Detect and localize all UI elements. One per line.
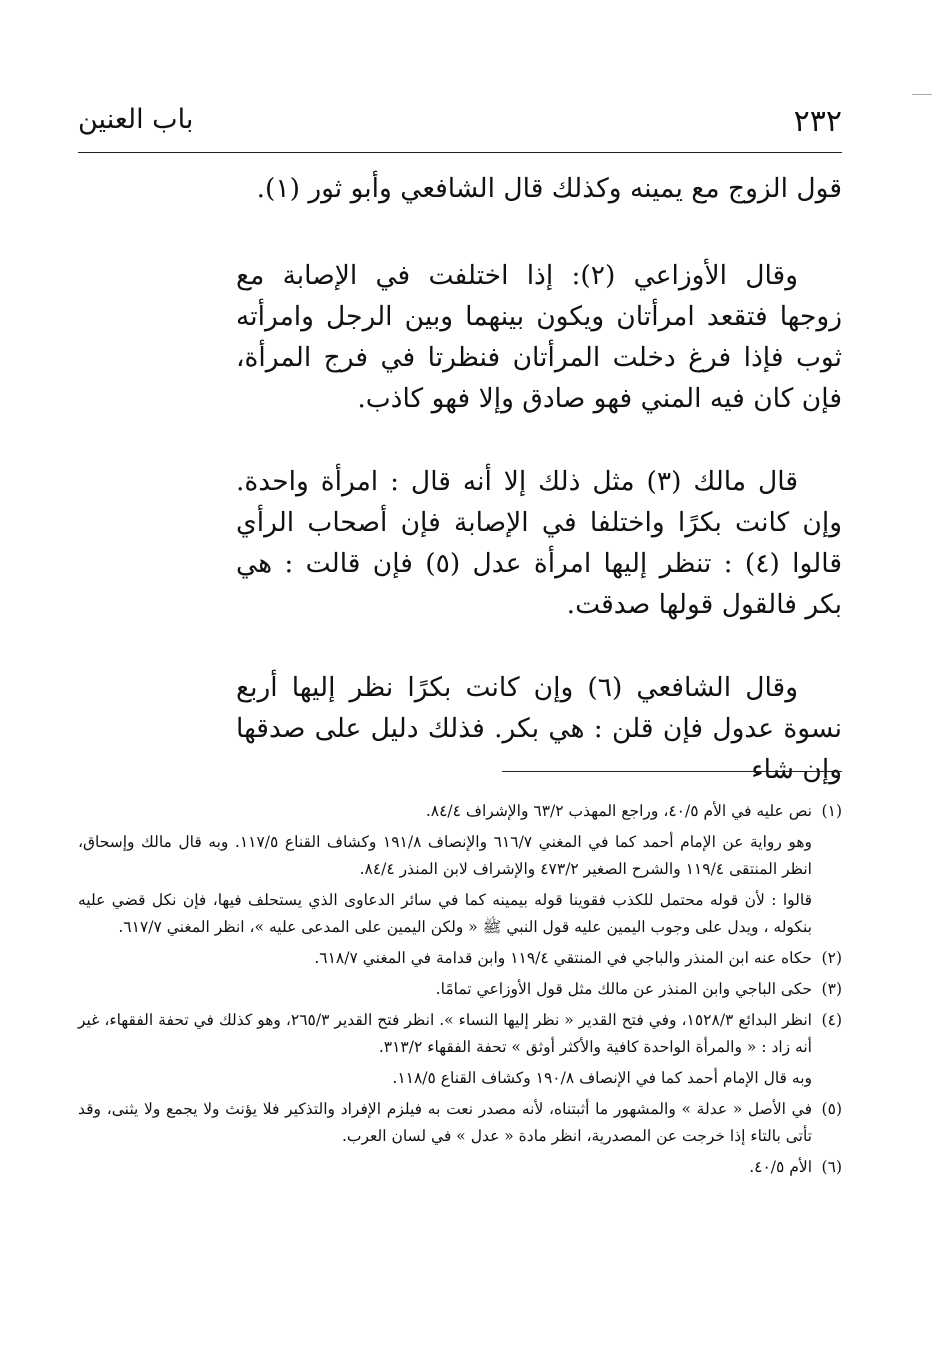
running-title: باب العنين <box>78 104 194 135</box>
footnote-continuation: قالوا : لأن قوله محتمل للكذب فقوينا قوله بيمينه كما في سائر الدعاوى الذي يستحلف فيها، فإن نكل قضي عليه بنكوله ، ويدل على وجوب اليمين عليه قول النبي ﷺ « ولكن اليمين على المدعى عليه »، انظر المغني ٦١٧/٧. <box>78 891 812 936</box>
footnote-number: (٥) <box>821 1100 842 1118</box>
footnote <box>78 1154 842 1181</box>
footnote <box>78 798 842 825</box>
page-header <box>78 96 842 142</box>
footnote-rule <box>502 771 842 772</box>
footnote-number: (٤) <box>821 1011 842 1029</box>
footnotes <box>78 798 842 1185</box>
footnote-number: (٦) <box>821 1158 842 1176</box>
footnote <box>78 1096 842 1150</box>
footnote-text: حكاه عنه ابن المنذر والباجي في المنتقي ١١٩/٤ وابن قدامة في المغني ٦١٨/٧. <box>314 949 812 967</box>
header-rule <box>78 152 842 153</box>
paragraph: قال مالك (٣) مثل ذلك إلا أنه قال : امرأة واحدة. وإن كانت بكرًا واختلفا في الإصابة فإن أصحاب الرأي قالوا (٤) : تنظر إليها امرأة عدل (٥) فإن قالت : هي بكر فالقول قولها صدقت. <box>236 466 842 620</box>
page-number: ٢٣٢ <box>793 104 842 139</box>
footnote-number: (٢) <box>821 949 842 967</box>
footnote-text: حكى الباجي وابن المنذر عن مالك مثل قول الأوزاعي تمامًا. <box>435 980 812 998</box>
footnote <box>78 945 842 972</box>
footnote-text: الأم ٤٠/٥. <box>749 1158 812 1176</box>
paragraph: وقال الشافعي (٦) وإن كانت بكرًا نظر إليها أربع نسوة عدول فإن قلن : هي بكر. فذلك دليل على صدقها وإن شاء <box>236 672 842 785</box>
main-text <box>236 168 842 790</box>
paragraph: وقال الأوزاعي (٢): إذا اختلفت في الإصابة مع زوجها فتقعد امرأتان ويكون بينهما وبين الرجل وامرأته ثوب فإذا فرغ دخلت المرأتان فنظرتا في فرج المرأة، فإن كان فيه المني فهو صادق وإلا فهو كاذب. <box>236 260 842 414</box>
footnote-continuation: وهو رواية عن الإمام أحمد كما في المغني ٦١٦/٧ والإنصاف ١٩١/٨ وكشاف القناع ١١٧/٥. وبه قال مالك وإسحاق، انظر المنتقى ١١٩/٤ والشرح الصغير ٤٧٣/٢ والإشراف لابن المنذر ٨٤/٤. <box>78 833 813 878</box>
footnote-number: (١) <box>821 802 842 820</box>
scan-mark <box>912 94 932 95</box>
footnote <box>78 1007 842 1061</box>
footnote-text: في الأصل « عدلة » والمشهور ما أثبتناه، لأنه مصدر نعت به فيلزم الإفراد والتذكير فلا يؤنث ولا يجمع ولا يثنى، وقد تأتى بالتاء إذا خرجت عن المصدرية، انظر مادة « عدل » في لسان العرب. <box>78 1100 812 1145</box>
footnote-number: (٣) <box>821 980 842 998</box>
footnote-text: نص عليه في الأم ٤٠/٥، وراجع المهذب ٦٣/٢ والإشراف ٨٤/٤. <box>425 802 812 820</box>
footnote <box>78 976 842 1003</box>
paragraph: قول الزوج مع يمينه وكذلك قال الشافعي وأبو ثور (١). <box>256 173 842 204</box>
footnote-text: انظر البدائع ١٥٢٨/٣، وفي فتح القدير « نظر إليها النساء ». انظر فتح القدير ٢٦٥/٣، وهو كذلك في تحفة الفقهاء، غير أنه زاد : « والمرأة الواحدة كافية والأكثر أوثق » تحفة الفقهاء ٣١٣/٢. <box>78 1011 812 1056</box>
footnote-continuation: وبه قال الإمام أحمد كما في الإنصاف ١٩٠/٨ وكشاف القناع ١١٨/٥. <box>392 1069 812 1087</box>
